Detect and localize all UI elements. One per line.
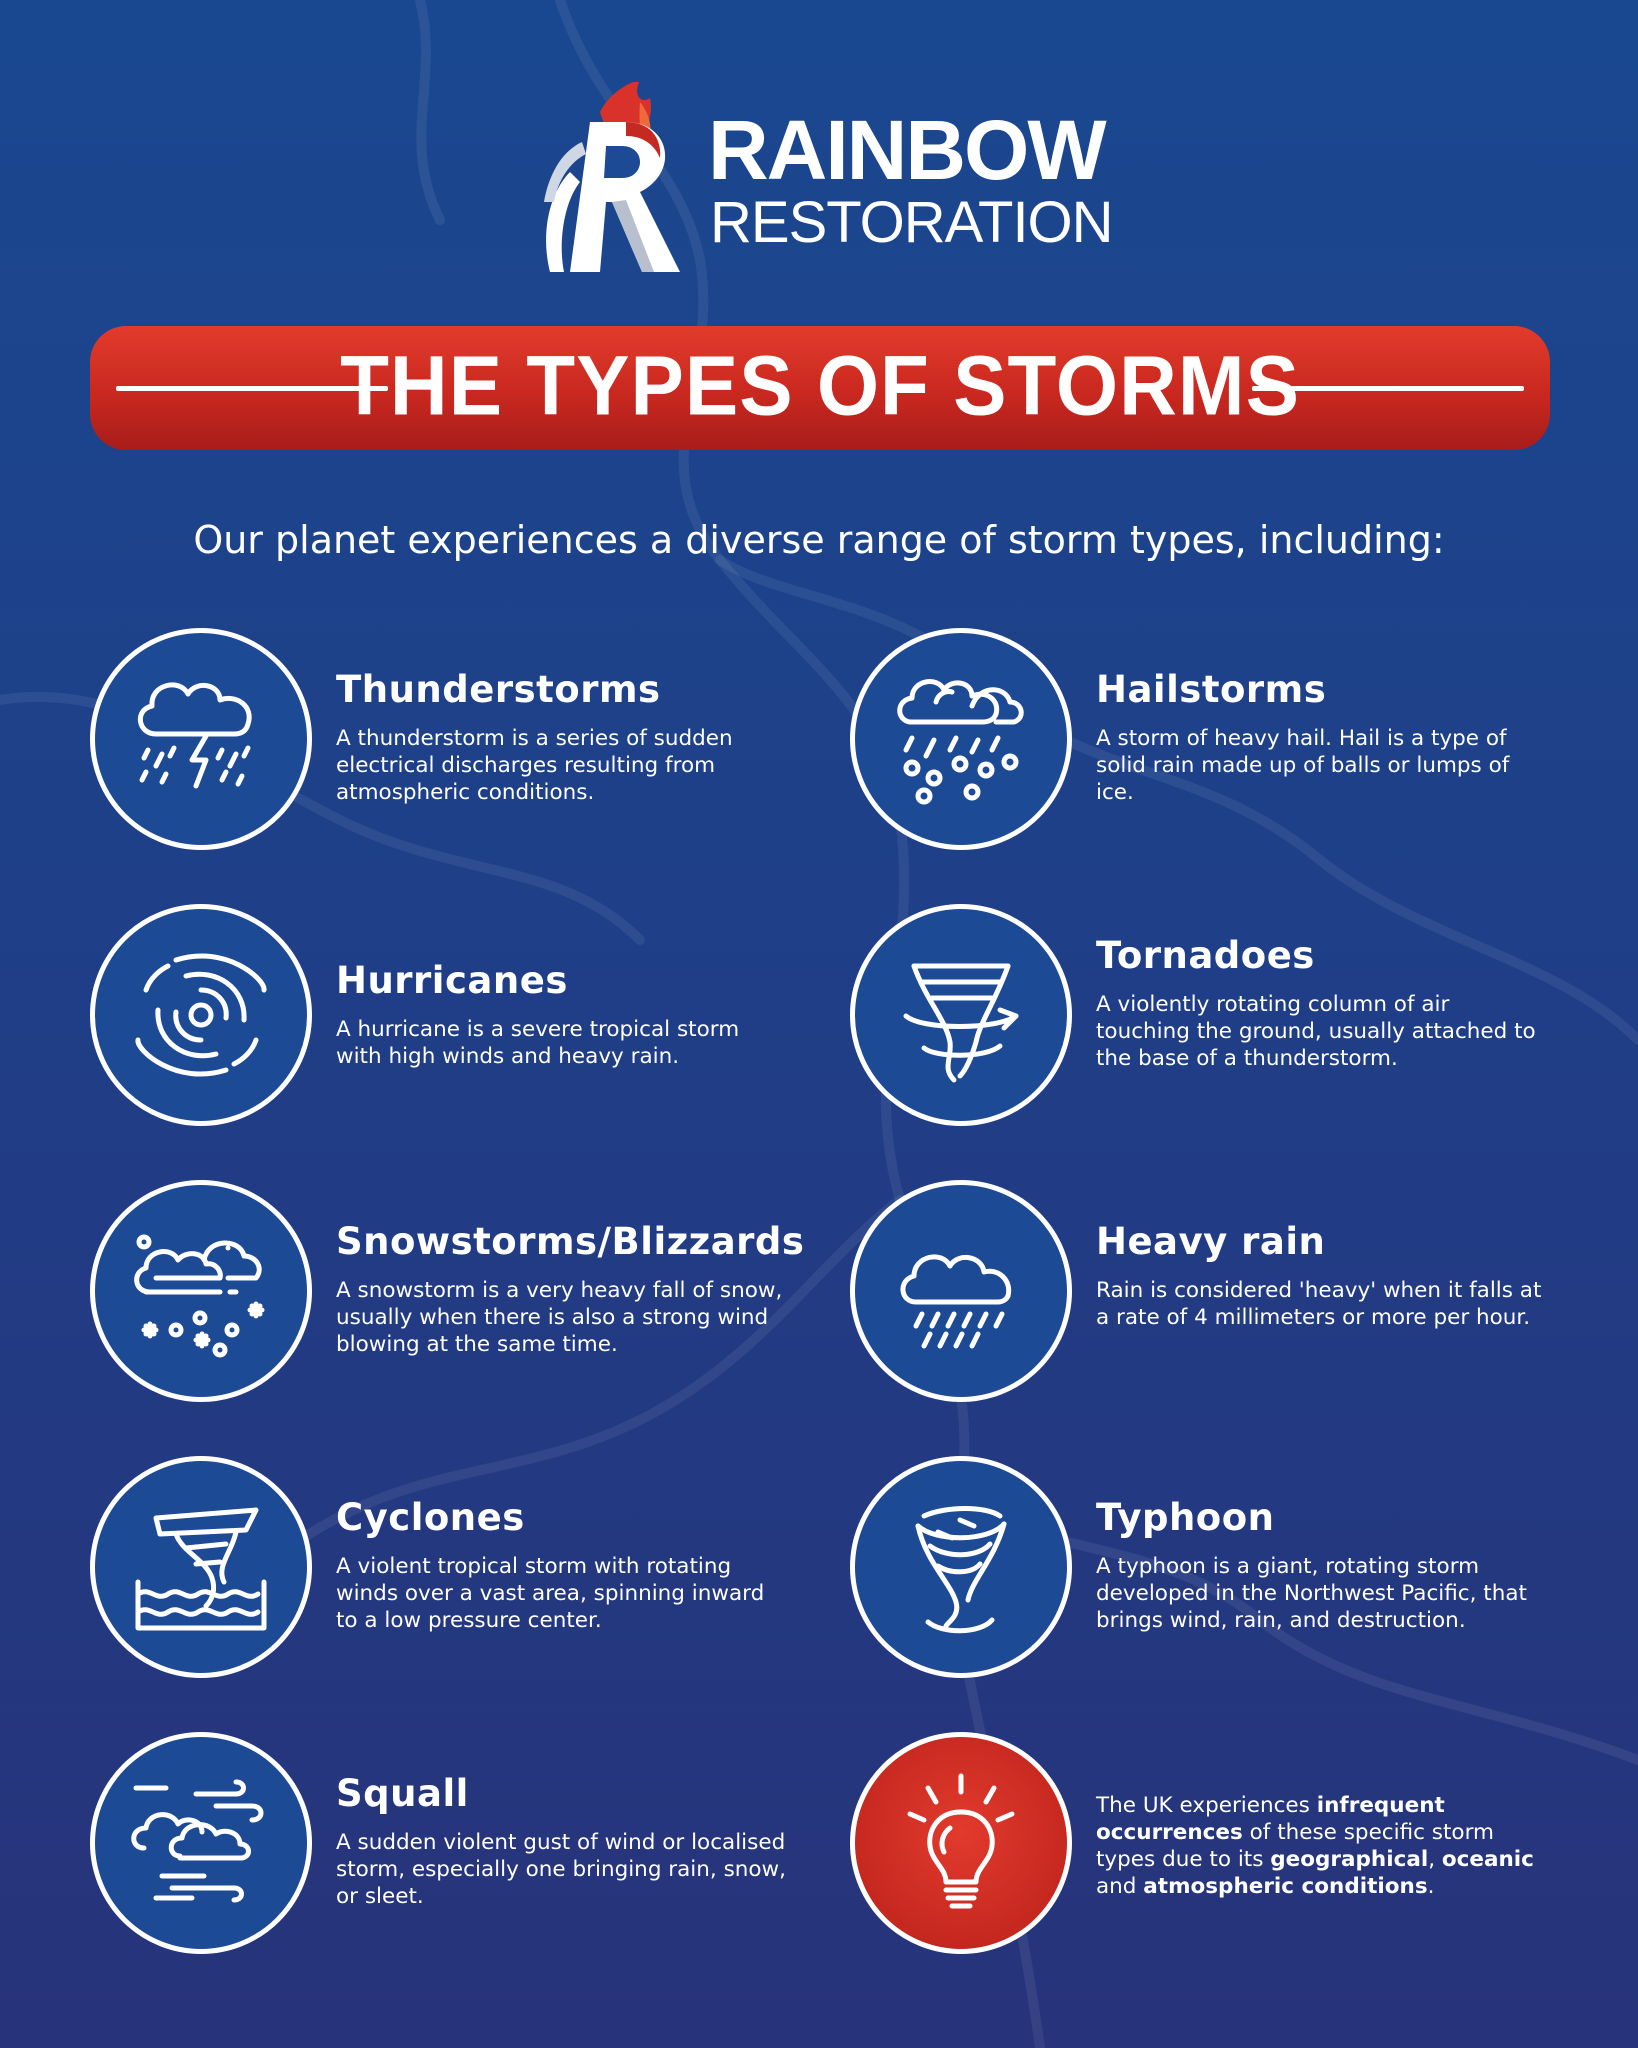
icon-circle (850, 904, 1072, 1126)
note-emphasis: oceanic (1441, 1847, 1534, 1872)
storm-description: A storm of heavy hail. Hail is a type of solid rain made up of balls or lumps of ice. (1096, 726, 1510, 805)
brand-logo (530, 82, 1113, 282)
storm-description: A sudden violent gust of wind or localised storm, especially one bringing rain, snow, or sleet. (336, 1830, 786, 1909)
squall-icon (116, 1758, 286, 1928)
note-emphasis: geographical (1270, 1847, 1429, 1872)
brand-name-line1: RAINBOW (708, 103, 1105, 197)
note-segment: of these specific storm types due to its (1096, 1820, 1494, 1872)
storm-title: Hurricanes (336, 959, 568, 1002)
icon-circle (850, 1456, 1072, 1678)
tornado-icon (876, 930, 1046, 1100)
storm-title: Thunderstorms (336, 668, 661, 711)
hail-icon (876, 654, 1046, 824)
storm-title: Hailstorms (1096, 668, 1327, 711)
note-emphasis: atmospheric conditions (1143, 1874, 1428, 1899)
brand-name-line2: RESTORATION (710, 190, 1113, 255)
storm-description: A thunderstorm is a series of sudden electrical discharges resulting from atmospheric conditions. (336, 726, 733, 805)
note-segment: The UK experiences (1096, 1793, 1317, 1818)
note-segment: . (1427, 1874, 1435, 1899)
icon-circle (90, 904, 312, 1126)
lightbulb-icon (876, 1758, 1046, 1928)
storm-description: A snowstorm is a very heavy fall of snow, usually when there is also a strong wind blowing at the same time. (336, 1278, 783, 1357)
icon-circle (90, 1180, 312, 1402)
title-banner (90, 326, 1550, 450)
note-segment: , (1428, 1847, 1442, 1872)
icon-circle (850, 628, 1072, 850)
heavy-rain-icon (876, 1206, 1046, 1376)
icon-circle (90, 1732, 312, 1954)
storm-title: Typhoon (1096, 1496, 1275, 1539)
hurricane-icon (116, 930, 286, 1100)
icon-circle (90, 628, 312, 850)
icon-circle (850, 1732, 1072, 1954)
storm-description: A typhoon is a giant, rotating storm developed in the Northwest Pacific, that brings wind, rain, and destruction. (1096, 1554, 1527, 1633)
note-emphasis: infrequent occurrences (1096, 1793, 1445, 1845)
storm-title: Tornadoes (1096, 934, 1315, 977)
storm-description: Rain is considered 'heavy' when it falls at a rate of 4 millimeters or more per hour. (1096, 1278, 1542, 1330)
storm-title: Squall (336, 1772, 469, 1815)
snowstorm-icon (116, 1206, 286, 1376)
page-title: THE TYPES OF STORMS (340, 338, 1300, 433)
storm-description: A hurricane is a severe tropical storm with high winds and heavy rain. (336, 1017, 740, 1069)
cyclone-icon (116, 1482, 286, 1652)
logo-mark-icon (530, 82, 690, 282)
note-segment: and (1096, 1874, 1144, 1899)
storm-title: Cyclones (336, 1496, 525, 1539)
typhoon-icon (876, 1482, 1046, 1652)
uk-note-text (1096, 1792, 1556, 1900)
storm-description: A violent tropical storm with rotating winds over a vast area, spinning inward to a low pressure center. (336, 1554, 765, 1633)
icon-circle (850, 1180, 1072, 1402)
storm-description: A violently rotating column of air touching the ground, usually attached to the base of a thunderstorm. (1096, 992, 1536, 1071)
storm-title: Heavy rain (1096, 1220, 1326, 1263)
icon-circle (90, 1456, 312, 1678)
intro-text: Our planet experiences a diverse range of storm types, including: (193, 518, 1445, 562)
thunderstorm-icon (116, 654, 286, 824)
storm-title: Snowstorms/Blizzards (336, 1220, 805, 1263)
